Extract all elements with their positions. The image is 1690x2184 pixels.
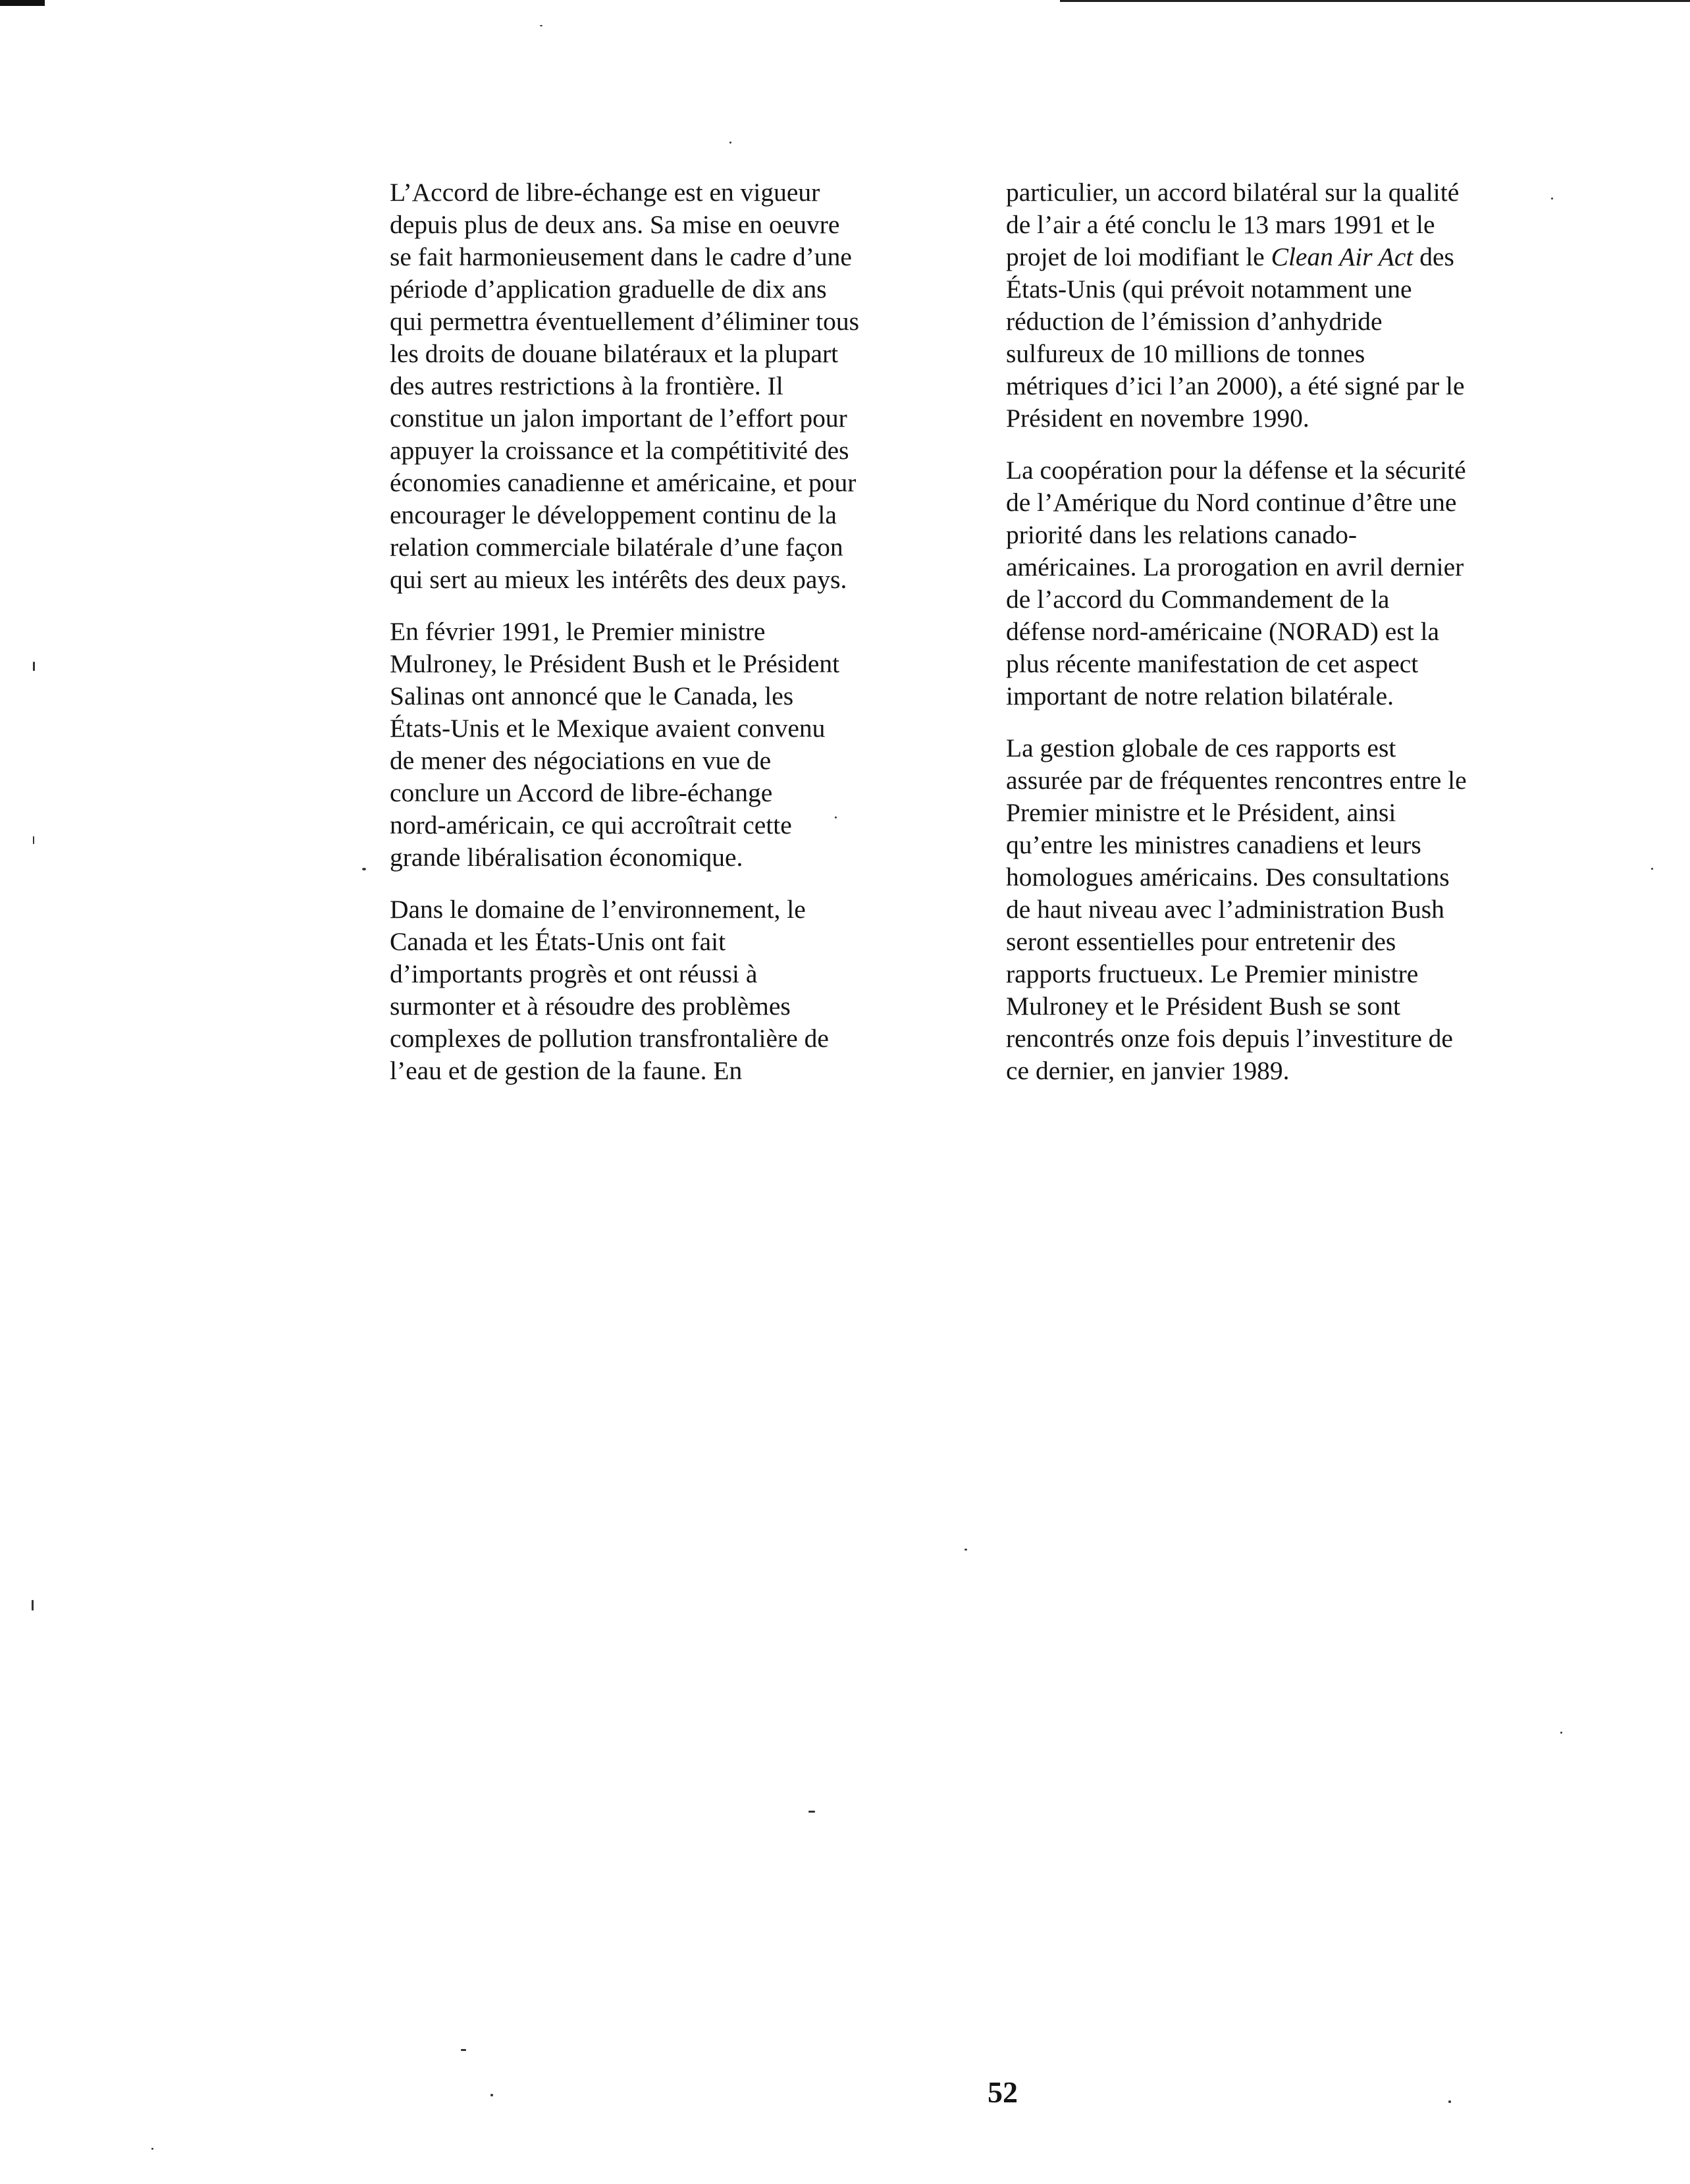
paragraph-text: La coopération pour la défense et la sécurité de l’Amérique du Nord continue d’être une priorité dans les relations canado- américaines. La prorogation en avril dernier de l’accord du Commandement de la défense nord-américaine (NORAD) est la plus récente manifestation de cet aspect important de notre relation bilatérale. — [1006, 456, 1466, 710]
scan-speck — [729, 142, 731, 144]
paragraph-text: des États-Unis (qui prévoit notamment une réduction de l’émission d’anhydride sulfureux de 10 millions de tonnes métriques d’ici l’an 2000), a été signé par le Président en novembre 1990. — [1006, 242, 1465, 433]
scan-speck — [808, 1811, 815, 1813]
scan-speck — [1560, 1732, 1562, 1734]
scan-speck — [835, 816, 837, 818]
scan-speck — [540, 25, 542, 26]
text-column-left — [390, 176, 930, 1107]
paragraph-text: La gestion globale de ces rapports est assurée par de fréquentes rencontres entre le Premier ministre et le Président, ainsi qu’entre les ministres canadiens et leurs homologues américains. Des consultations de haut niveau avec l’administration Bush seront essentielles pour entretenir des rapports fructueux. Le Premier ministre Mulroney et le Président Bush se sont rencontrés onze fois depuis l’investiture de ce dernier, en janvier 1989. — [1006, 733, 1467, 1085]
scan-speck — [33, 662, 35, 671]
paragraph-defence-cooperation — [1006, 454, 1539, 712]
paragraph-environment — [390, 893, 930, 1087]
scan-speck — [964, 1549, 967, 1551]
scan-border-line — [1060, 0, 1690, 2]
scan-mark — [0, 0, 45, 6]
scan-speck — [362, 868, 366, 870]
scan-speck — [33, 836, 34, 844]
clean-air-act-title: Clean Air Act — [1271, 242, 1413, 271]
paragraph-text: En février 1991, le Premier ministre Mulroney, le Président Bush et le Président Salinas ont annoncé que le Canada, les États-Unis et le Mexique avaient convenu de mener des négociations en vue de conclure un Accord de libre-échange nord-américain, ce qui accroîtrait cette grande libéralisation économique. — [390, 617, 840, 872]
scan-speck — [490, 2094, 493, 2096]
text-column-right — [1006, 176, 1539, 1107]
page-number: 52 — [988, 2075, 1018, 2109]
scan-speck — [1551, 198, 1553, 200]
paragraph-text: Dans le domaine de l’environnement, le Canada et les États-Unis ont fait d’importants progrès et ont réussi à surmonter et à résoudre des problèmes complexes de pollution transfrontalière de l’eau et de gestion de la faune. En — [390, 895, 829, 1085]
paragraph-relationship-management — [1006, 732, 1539, 1087]
paragraph-free-trade-agreement — [390, 176, 930, 596]
scan-speck — [1448, 2100, 1451, 2103]
paragraph-nafta-negotiations — [390, 616, 930, 874]
scan-speck — [151, 2148, 153, 2150]
scan-speck — [461, 2049, 466, 2051]
scan-speck — [1651, 868, 1653, 870]
paragraph-air-quality — [1006, 176, 1539, 435]
paragraph-text: L’Accord de libre-échange est en vigueur depuis plus de deux ans. Sa mise en oeuvre se fait harmonieusement dans le cadre d’une période d’application graduelle de dix ans qui permettra éventuellement d’éliminer tous les droits de douane bilatéraux et la plupart des autres restrictions à la frontière. Il constitue un jalon important de l’effort pour appuyer la croissance et la compétitivité des économies canadienne et américaine, et pour encourager le développement continu de la relation commerciale bilatérale d’une façon qui sert au mieux les intérêts des deux pays. — [390, 178, 859, 594]
paragraph-text: particulier, un accord bilatéral sur la qualité de l’air a été conclu le 13 mars 1991 et le projet de loi modifiant le — [1006, 178, 1460, 271]
scan-speck — [32, 1600, 34, 1611]
